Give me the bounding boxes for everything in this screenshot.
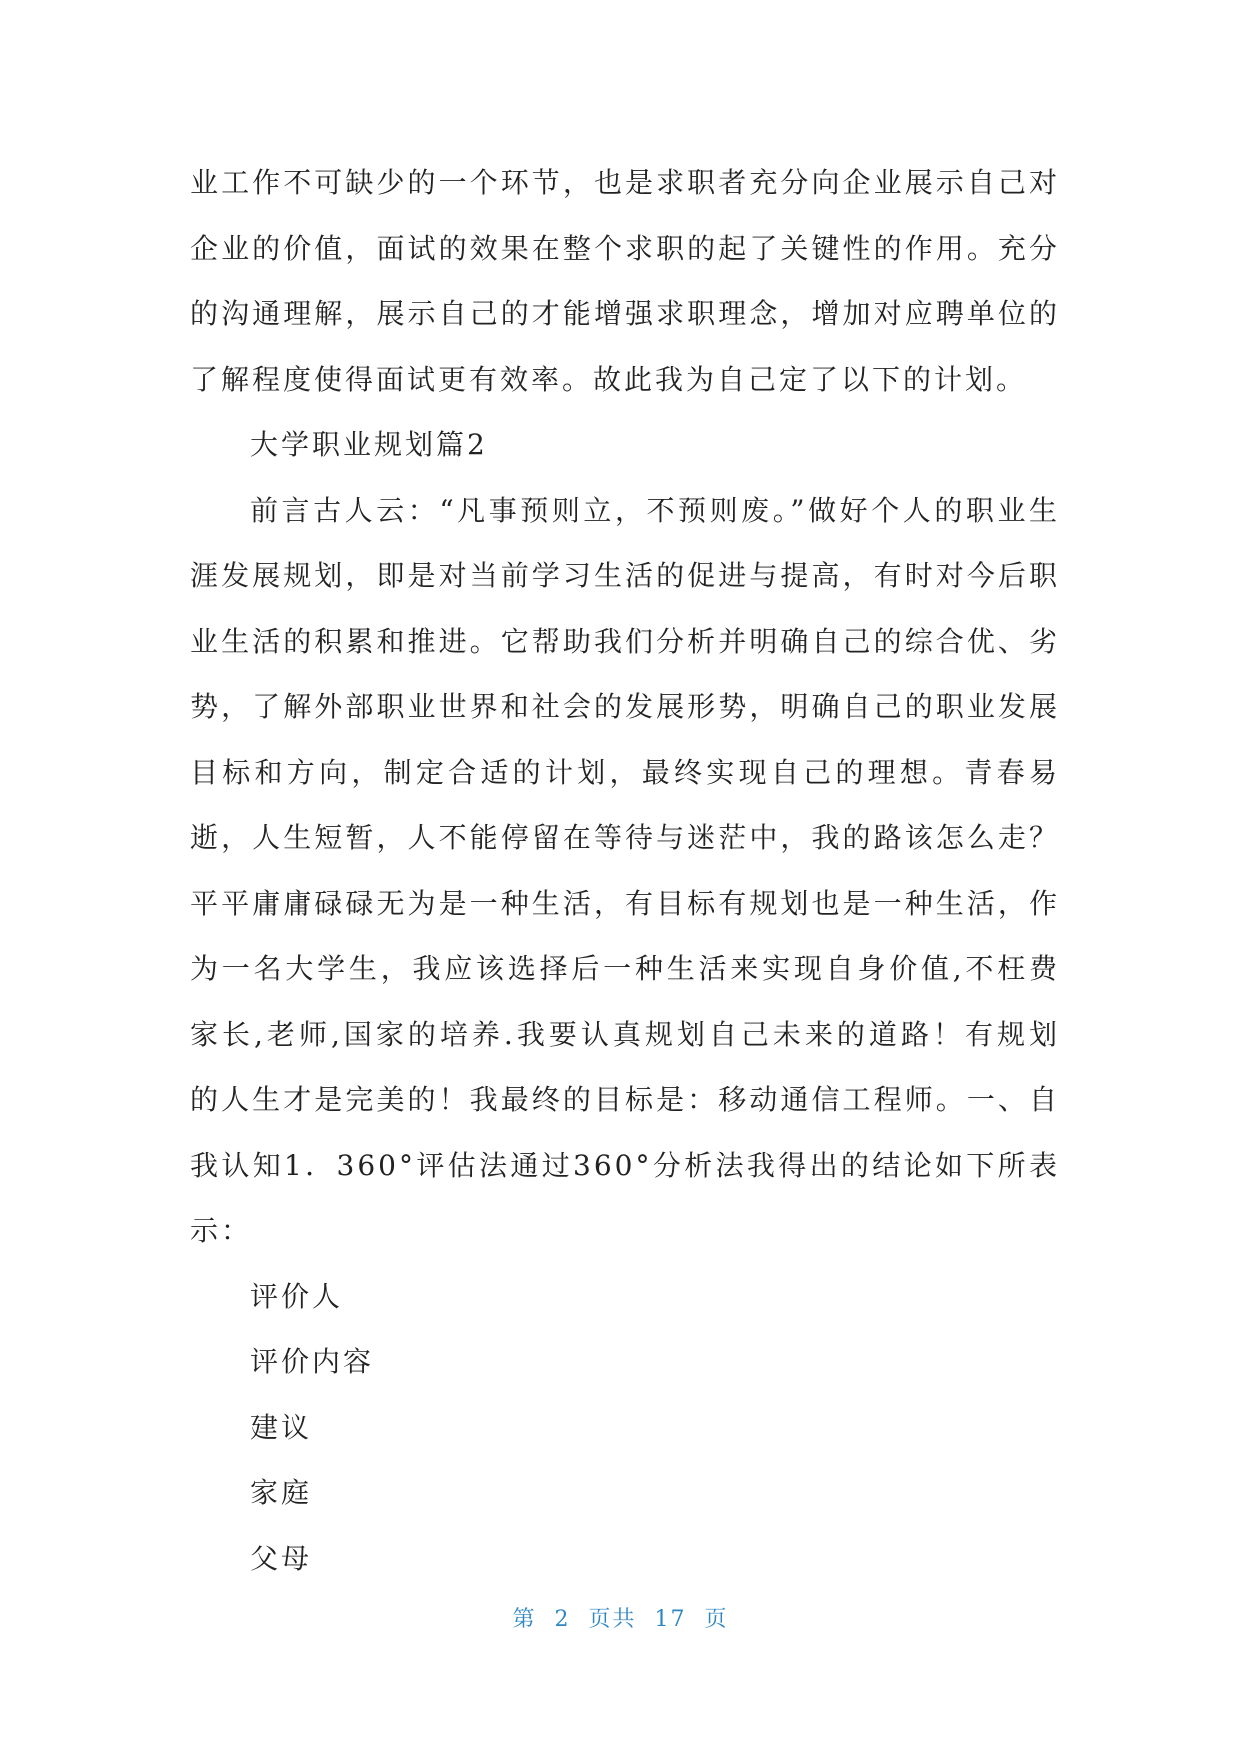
table-item-parents: 父母 — [250, 1541, 313, 1575]
table-item-suggestion: 建议 — [250, 1410, 313, 1444]
page-footer — [0, 1602, 1241, 1633]
paragraph-interview: 业工作不可缺少的一个环节，也是求职者充分向企业展示自己对企业的价值，面试的效果在整个求职的起了关键性的作用。充分的沟通理解，展示自己的才能增强求职理念，增加对应聘单位的了解程度使得面试更有效率。故此我为自己定了以下的计划。 — [190, 166, 1060, 396]
document-body — [190, 150, 1060, 1591]
paragraph-preface: 前言古人云：“凡事预则立，不预则废。”做好个人的职业生涯发展规划，即是对当前学习生活的促进与提高，有时对今后职业生活的积累和推进。它帮助我们分析并明确自己的综合优、劣势，了解外部职业世界和社会的发展形势，明确自己的职业发展目标和方向，制定合适的计划，最终实现自己的理想。青春易逝，人生短暂，人不能停留在等待与迷茫中，我的路该怎么走？平平庸庸碌碌无为是一种生活，有目标有规划也是一种生活，作为一名大学生，我应该选择后一种生活来实现自身价值,不枉费家长,老师,国家的培养.我要认真规划自己未来的道路！有规划的人生才是完美的！我最终的目标是：移动通信工程师。一、自我认知1．360°评估法通过360°分析法我得出的结论如下所表示： — [190, 493, 1060, 1247]
table-item-family: 家庭 — [250, 1476, 313, 1509]
table-item-content: 评价内容 — [250, 1345, 375, 1378]
table-item-evaluator: 评价人 — [250, 1279, 344, 1313]
page-number: 第 2 页共 17 页 — [512, 1607, 729, 1632]
section-heading: 大学职业规划篇2 — [250, 428, 488, 461]
